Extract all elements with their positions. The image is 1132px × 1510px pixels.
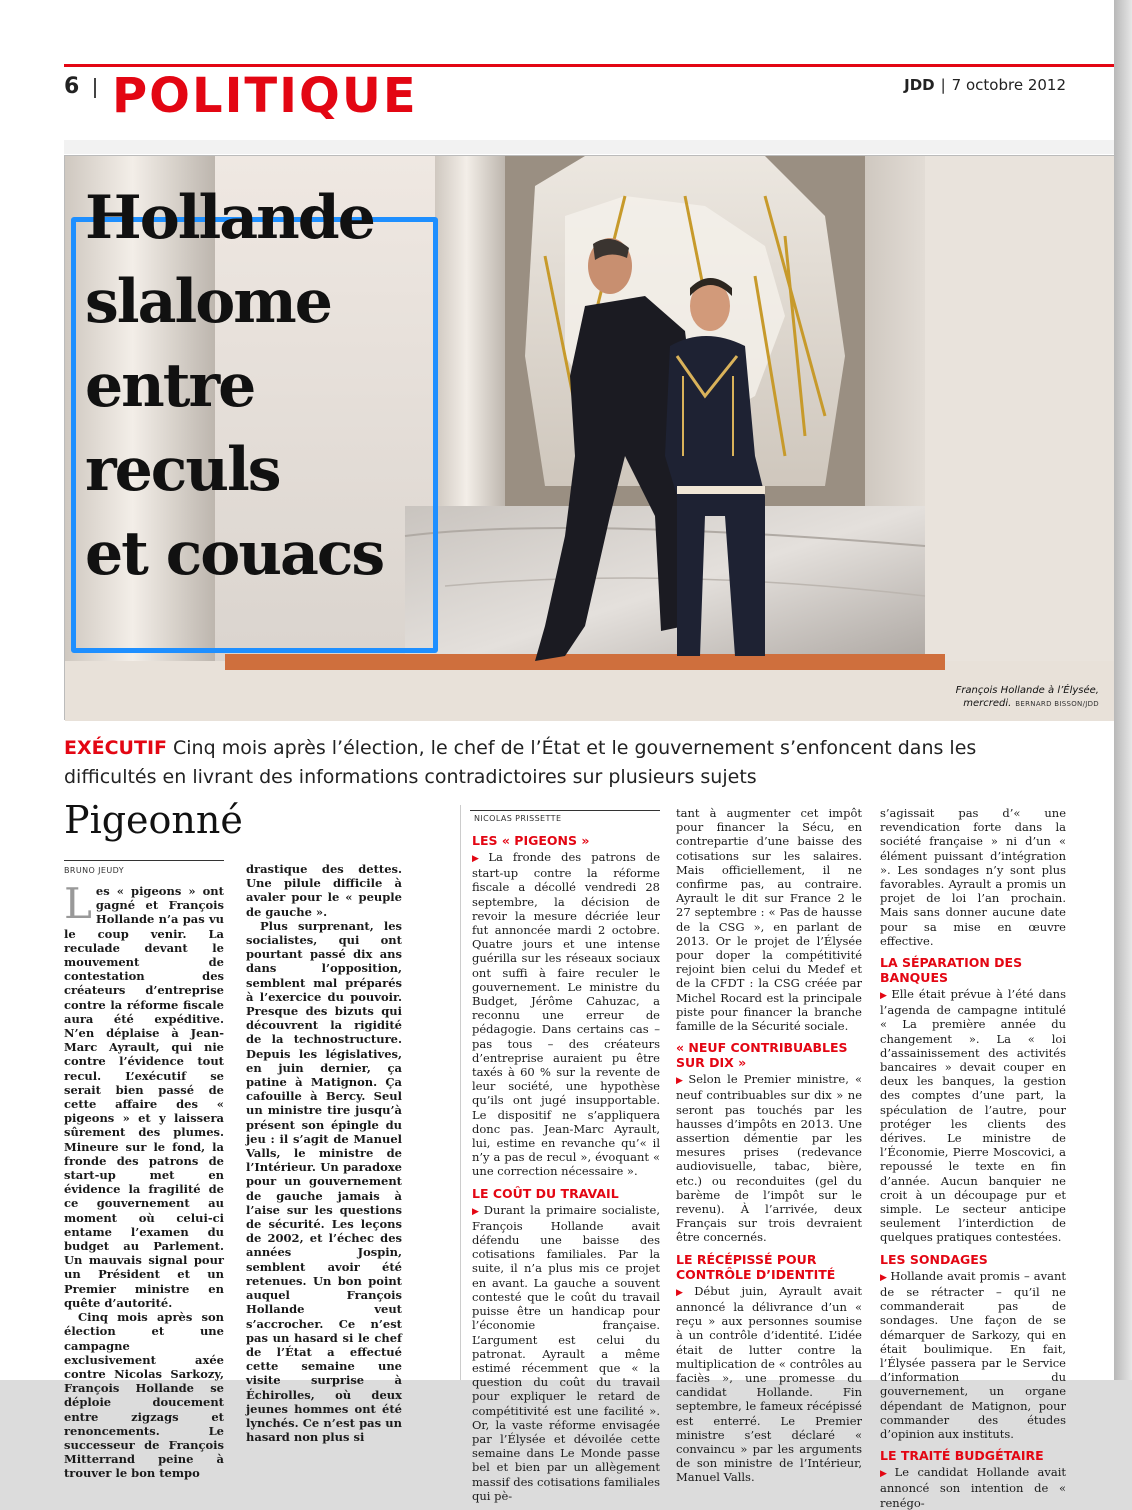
article-kicker	[64, 734, 1064, 792]
sidebar-rule	[470, 810, 660, 811]
caption-line-1: François Hollande à l’Élysée,	[955, 685, 1099, 696]
byline-sidebar: NICOLAS PRISSETTE	[474, 814, 562, 823]
column-divider	[460, 805, 461, 1380]
header-rule	[64, 64, 1114, 67]
col3-paragraph-1: La fronde des patrons de start-up contre la réforme fiscale a décollé vendredi 28 septembre, la décision de revoir la mesure décriée leur fut annoncée mardi 2 octobre. Quatre jours et une intense guérilla sur les réseaux sociaux ont suffi à faire reculer le gouvernement. Le ministre du Budget, Jérôme Cahuzac, a reconnu une erreur de pédagogie. Dans certains cas – pas tous – des créateurs d’entreprise auraient pu être taxés à 60 % sur la revente de leur société, une hypothèse qu’ils ont jugé insupportable. Le dispositif ne s’appliquera donc pas. Jean-Marc Ayrault, lui, estime en revanche qu’« il n’y a pas de recul », évoquant « une correction nécessaire ».	[472, 850, 661, 1179]
drop-cap: L	[64, 879, 92, 928]
triangle-icon: ▶	[472, 854, 486, 864]
byline-main: BRUNO JEUDY	[64, 866, 125, 875]
col5-paragraph-3: Hollande avait promis – avant de se rétracter – qu’il ne commanderait pas de sondages. Une façon de se démarquer de Sarkozy, qui en était boulimique. En fait, l’Élysée passera par le Service d’information du gouvernement, un organe dépendant de Matignon, pour commander des études d’opinion aux instituts.	[880, 1268, 1066, 1441]
publication-name: JDD	[904, 76, 935, 94]
kicker-text: Cinq mois après l’élection, le chef de l’État et le gouvernement s’enfoncent dans les difficultés en livrant des informations contradictoires sur plusieurs sujets	[64, 737, 977, 788]
section-title: POLITIQUE	[112, 68, 418, 124]
triangle-icon: ▶	[676, 1287, 692, 1298]
headline-line-1: Hollande	[85, 183, 374, 253]
masthead	[904, 76, 1066, 94]
page-number: 6	[64, 74, 80, 99]
headline-line-5: et couacs	[85, 519, 384, 589]
header-separator	[94, 78, 96, 98]
col1-paragraph-2: Cinq mois après son élection et une campagne exclusivement axée contre Nicolas Sarkozy, François Hollande se déploie doucement entre zigzags et renoncements. Le successeur de François Mitterrand peine à trouver le bon tempo	[64, 1310, 224, 1481]
lead-photo	[64, 155, 1114, 720]
headline	[85, 176, 435, 596]
kicker-label: EXÉCUTIF	[64, 737, 167, 759]
subhead-sondages: LES SONDAGES	[880, 1251, 988, 1267]
subhead-traite: LE TRAITÉ BUDGÉTAIRE	[880, 1448, 1044, 1464]
headline-line-4: reculs	[85, 435, 280, 505]
col5-paragraph-1: s’agissait pas d’« une revendication forte dans la société française » ni d’un « élément puissant d’intégration ». Les sondages n’y sont plus favorables. Ayrault a promis un projet de loi l’an prochain. Mais sans donner aucune date pour sa mise en œuvre effective.	[880, 806, 1066, 948]
sidebar-column-2	[676, 806, 863, 1485]
col2-paragraph-2: Plus surprenant, les socialistes, qui ont pourtant passé dix ans dans l’opposition, semblent mal préparés à l’exercice du pouvoir. Presque des bizuts qui découvrent la rigidité de la technostructure. Depuis les législatives, en juin dernier, ça patine à Matignon. Ça cafouille à Bercy. Seul un ministre tire jusqu’à présent son épingle du jeu : il s’agit de Manuel Valls, le ministre de l’Intérieur. Un paradoxe pour un gouvernement de gauche jamais à l’aise sur les questions de sécurité. Les leçons de 2002, et l’échec des années Jospin, semblent avoir été retenues. Un bon point auquel François Hollande veut s’accrocher. Ce n’est pas un hasard si le chef de l’État a effectué cette semaine une visite surprise à Échirolles, où deux jeunes hommes ont été lynchés. Ce n’est pas un hasard non plus si	[246, 918, 402, 1445]
triangle-icon: ▶	[880, 991, 889, 1002]
subhead-pigeons: LES « PIGEONS »	[472, 833, 590, 848]
col4-paragraph-2: Selon le Premier ministre, « neuf contribuables sur dix » ne seront pas touchés par les hausses d’impôts en 2013. Une assertion démentie par les mesures prises (redevance audiovisuelle, tabac, bière, etc.) ou reconduites (gel du barème de l’impôt sur le revenu). À l’arrivée, deux Français sur trois devraient être concernés.	[676, 1072, 862, 1245]
article-title: Pigeonné	[64, 798, 243, 842]
headline-line-2: slalome	[85, 267, 331, 337]
col5-paragraph-2: Elle était prévue à l’été dans l’agenda de campagne intitulé « La première année du changement ». La « loi d’assainissement des activités bancaires » devait couper en deux les banques, la gestion des comptes d’une part, la spéculation de l’autre, pour protéger les clients des dérives. Le ministre de l’Économie, Pierre Moscovici, a repoussé le texte en fin d’année. Aucun banquier ne croit à un découpage pur et simple. Le secteur anticipe seulement l’interdiction de quelques pratiques contestées.	[880, 987, 1066, 1245]
col4-paragraph-1: tant à augmenter cet impôt pour financer la Sécu, en contrepartie d’une baisse des cotisations sur les salaires. Mais officiellement, il ne confirme pas, au contraire. Ayrault le dit sur France 2 le 27 septembre : « Pas de hausse de la CSG », en parlant de 2013. Or le projet de l’Élysée pour doper la compétitivité rejoint bien celui du Medef et de la CFDT : la CSG créée par Michel Rocard est la principale piste pour financer la branche famille de la Sécurité sociale.	[676, 806, 862, 1034]
article-column-2	[246, 862, 402, 1445]
page-edge-shadow	[1114, 0, 1132, 1380]
triangle-icon: ▶	[472, 1206, 481, 1217]
sidebar-column-3	[880, 806, 1066, 1510]
sidebar-column-1	[472, 826, 661, 1503]
headline-line-3: entre	[85, 351, 255, 421]
subhead-contribuables: « NEUF CONTRIBUABLES SUR DIX »	[676, 1040, 848, 1071]
col3-paragraph-2: Durant la primaire socialiste, François Hollande avait défendu une baisse des cotisations familiales. Par la suite, il n’a plus mis ce projet en avant. La gauche a souvent contesté que le coût du travail puisse être un handicap pour l’économie française. L’argument est celui du patronat. Ayrault a même estimé récemment que « la question du coût du travail pour expliquer le retard de compétitivité est une facilité ». Or, la vaste réforme envisagée par l’Élysée et dévoilée cette semaine dans Le Monde passe bel et bien par un allègement massif des cotisations familiales qui pè-	[472, 1202, 661, 1503]
issue-date: 7 octobre 2012	[951, 76, 1066, 94]
article-column-1	[64, 879, 224, 1481]
caption-line-2: mercredi.	[963, 698, 1012, 709]
photo-caption	[956, 684, 1099, 711]
author-rule	[64, 860, 224, 861]
subhead-cout-travail: LE COÛT DU TRAVAIL	[472, 1185, 619, 1201]
triangle-icon: ▶	[880, 1272, 888, 1283]
col5-paragraph-4: Le candidat Hollande avait annoncé son intention de « renégo-	[880, 1465, 1066, 1510]
subhead-banques: LA SÉPARATION DES BANQUES	[880, 955, 1023, 986]
subhead-recepisse: LE RÉCÉPISSÉ POUR CONTRÔLE D’IDENTITÉ	[676, 1251, 836, 1282]
photo-credit: BERNARD BISSON/JDD	[1015, 700, 1099, 708]
col2-paragraph-1: drastique des dettes. Une pilule difficile à avaler pour le « peuple de gauche ».	[246, 862, 402, 919]
triangle-icon: ▶	[880, 1469, 892, 1480]
col1-paragraph-1: es « pigeons » ont gagné et François Hollande n’a pas vu le coup venir. La reculade devant le mouvement de contestation des créateurs d’entreprise contre la réforme fiscale aura été expéditive. N’en déplaise à Jean-Marc Ayrault, qui nie contre l’évidence tout recul. L’exécutif se serait bien passé de cette affaire des « pigeons » et y laissera sûrement des plumes. Mineure sur le fond, la fronde des patrons de start-up met en évidence la fragilité de ce gouvernement au moment où celui-ci entame l’examen du budget au Parlement. Un mauvais signal pour un Président et un Premier ministre en quête d’autorité.	[64, 884, 224, 1310]
masthead-separator: |	[940, 76, 946, 94]
header-band	[64, 140, 1114, 154]
triangle-icon: ▶	[676, 1076, 686, 1087]
col4-paragraph-3: Début juin, Ayrault avait annoncé la délivrance d’un « reçu » aux personnes soumise à un contrôle d’identité. L’idée était de lutter contre la multiplication de « contrôles au faciès », une promesse du candidat Hollande. Fin septembre, le fameux récépissé est enterré. Le Premier ministre s’est déclaré « convaincu » par les arguments de son ministre de l’Intérieur, Manuel Valls.	[676, 1283, 863, 1485]
